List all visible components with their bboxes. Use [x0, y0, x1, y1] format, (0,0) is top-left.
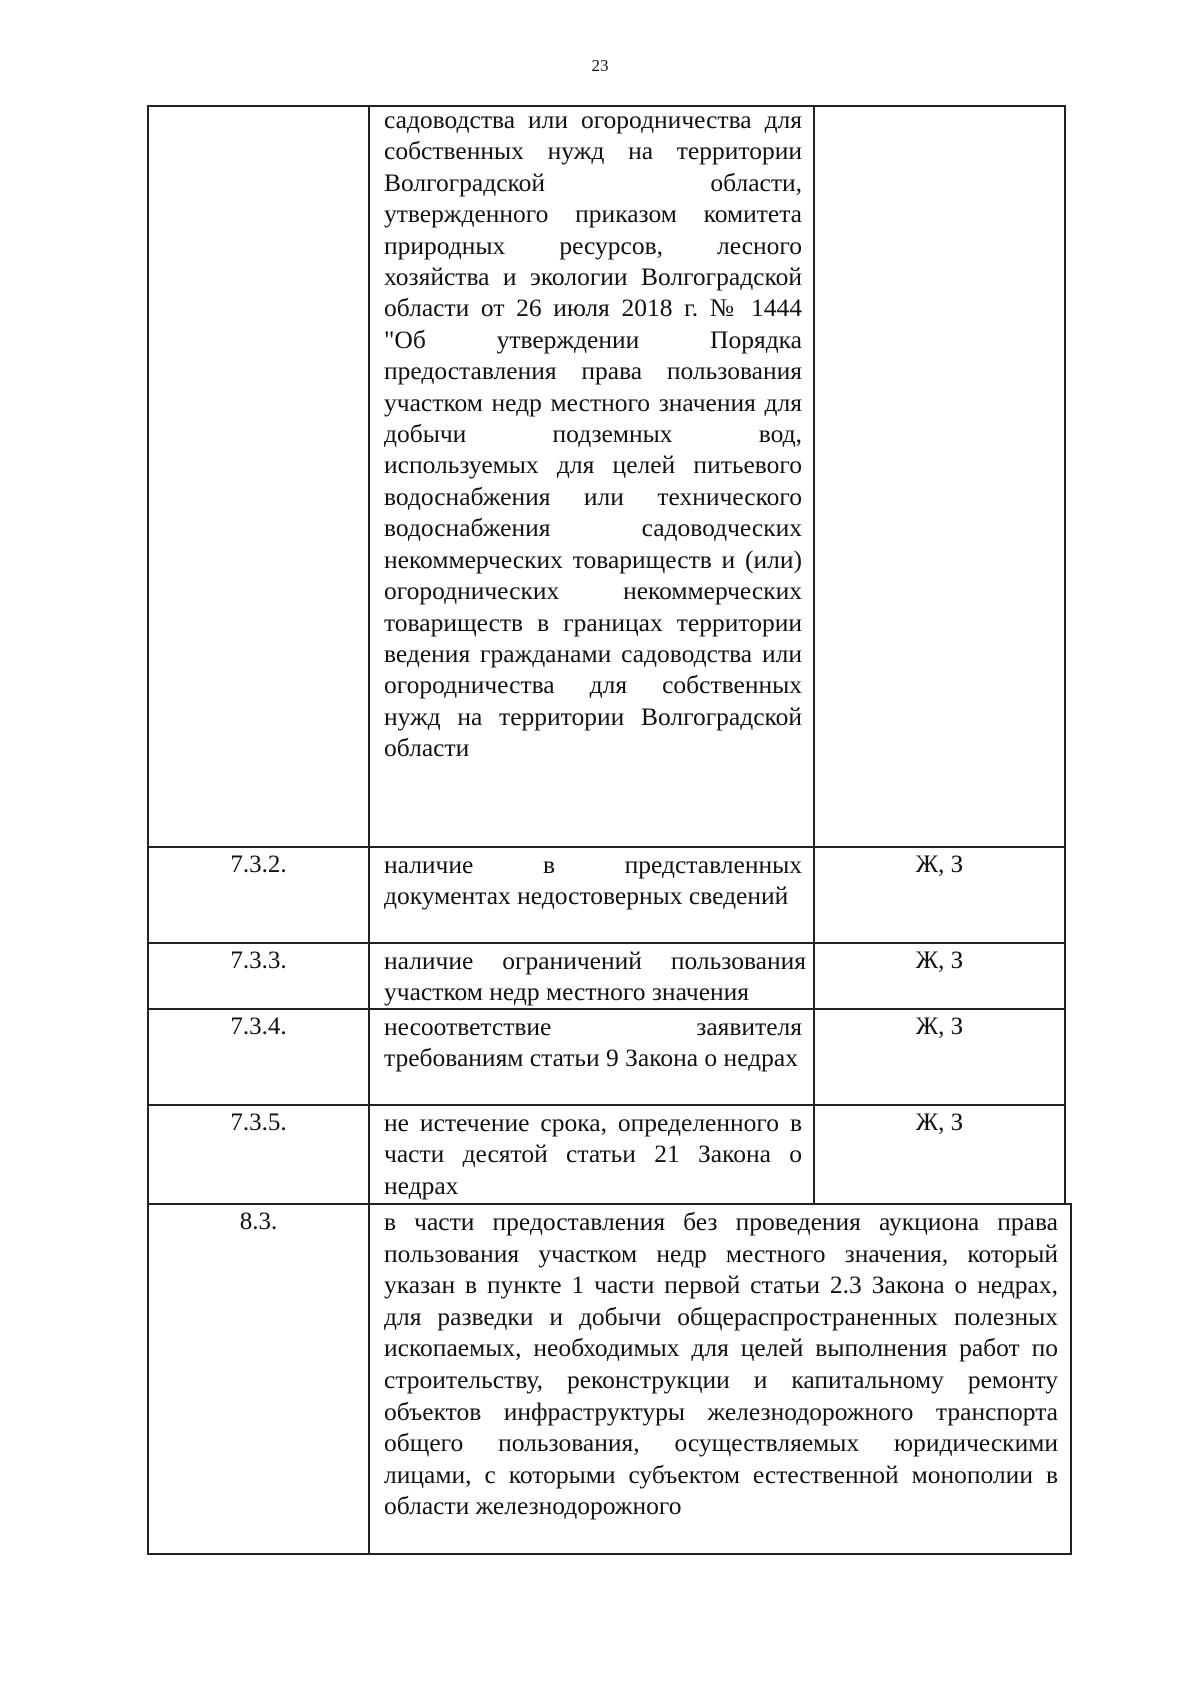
table-row-text: не истечение срока, определенного в части десятой статьи 21 Закона о недрах [384, 1108, 802, 1200]
table-border-right-upper [1064, 105, 1066, 1204]
table-row-value: Ж, З [915, 1109, 964, 1136]
table-row-text: наличие ограничений пользования участком недр местного значения [384, 946, 806, 1007]
row-divider [147, 1104, 1065, 1106]
table-row-number: 7.3.4. [230, 1013, 287, 1040]
row-divider [147, 846, 1065, 848]
table-row-text: несоответствие заявителя требованиям статьи 9 Закона о недрах [384, 1012, 802, 1073]
table-row-number: 7.3.5. [230, 1109, 287, 1136]
row-divider [147, 1203, 1072, 1205]
table-row-text: наличие в представленных документах недостоверных сведений [384, 850, 802, 911]
table-row-value: Ж, З [915, 947, 964, 974]
table-row-number: 7.3.3. [230, 947, 287, 974]
column-divider-1 [368, 105, 370, 1554]
table-row-text: в части предоставления без проведения аукциона права пользования участком недр местного значения, который указан в пункте 1 части первой статьи 2.3 Закона о недрах, для разведки и добычи общераспространенных полезных ископаемых, необходимых для целей выполнения работ по строительству, реконструкции и капитальному ремонту объектов инфраструктуры железнодорожного транспорта общего пользования, осуществляемых юридическими лицами, с которыми субъектом естественной монополии в области железнодорожного [384, 1207, 1058, 1521]
row-divider [147, 942, 1065, 944]
table-border-left [147, 105, 149, 1554]
row-divider [147, 1008, 1065, 1010]
table-row-text: садоводства или огородничества для собственных нужд на территории Волгоградской области, утвержденного приказом комитета природных ресурсов, лесного хозяйства и экологии Волгоградской области от 26 июля 2018 г. № 1444 "Об утверждении Порядка предоставления права пользования участком недр местного значения для добычи подземных вод, используемых для целей питьевого водоснабжения или технического водоснабжения садоводческих некоммерческих товариществ и (или) огороднических некоммерческих товариществ в границах территории ведения гражданами садоводства или огородничества для собственных нужд на территории Волгоградской области [384, 105, 802, 763]
table-border-right-lower [1070, 1204, 1072, 1554]
table-row-value: Ж, З [915, 851, 964, 878]
table-border-bottom [147, 1553, 1072, 1555]
table-row-value: Ж, З [915, 1013, 964, 1040]
table-row-number: 7.3.2. [230, 851, 287, 878]
table-row-number: 8.3. [239, 1208, 278, 1235]
page-number: 23 [591, 56, 609, 75]
